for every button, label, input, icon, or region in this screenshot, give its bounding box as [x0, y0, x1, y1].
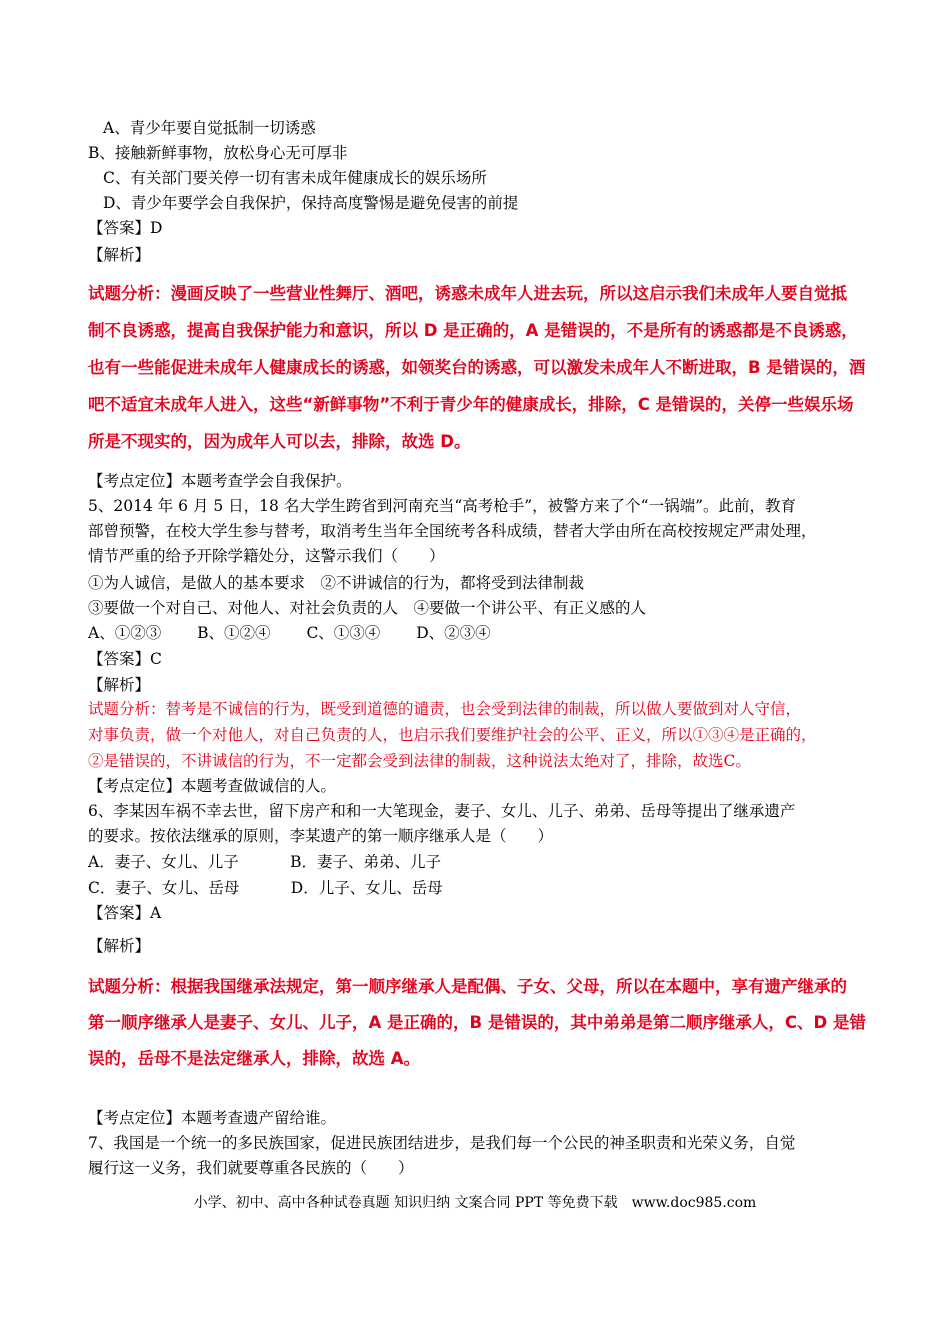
q5-item: ①为人诚信，是做人的基本要求 ②不讲诚信的行为，都将受到法律制裁 — [88, 574, 585, 592]
analysis-line: ②是错误的，不讲诚信的行为，不一定都会受到法律的制裁，这种说法太绝对了，排除，故选C。 — [88, 752, 751, 770]
q6-answer: 【答案】A — [88, 904, 162, 922]
analysis-line: 制不良诱惑，提高自我保护能力和意识，所以 D 是正确的，A 是错误的，不是所有的诱惑都是不良诱惑， — [88, 321, 858, 340]
q6-stem-line: 的要求。按依法继承的原则，李某遗产的第一顺序继承人是（ ） — [88, 827, 554, 845]
q4-analysis-title: 【解析】 — [88, 246, 151, 264]
q6-stem-line: 6、李某因车祸不幸去世，留下房产和和一大笔现金，妻子、女儿、儿子、弟弟、岳母等提出了继承遗产 — [88, 802, 796, 820]
analysis-line: 试题分析：根据我国继承法规定，第一顺序继承人是配偶、子女、父母，所以在本题中，享有遗产继承的 — [88, 977, 847, 996]
q4-kaodian: 【考点定位】本题考查学会自我保护。 — [88, 472, 352, 490]
q5-choices: A、①②③ B、①②④ C、①③④ D、②③④ — [88, 624, 491, 642]
analysis-line: 试题分析：漫画反映了一些营业性舞厅、酒吧，诱惑未成年人进去玩，所以这启示我们未成年人要自觉抵 — [88, 284, 847, 303]
q5-item: ③要做一个对自己、对他人、对社会负责的人 ④要做一个讲公平、有正义感的人 — [88, 599, 647, 617]
q5-stem-line: 5、2014 年 6 月 5 日，18 名大学生跨省到河南充当“高考枪手”，被警方来了个“一锅端”。此前，教育 — [88, 497, 797, 515]
analysis-line: 误的，岳母不是法定继承人，排除，故选 A。 — [88, 1049, 421, 1068]
q4-answer: 【答案】D — [88, 219, 163, 237]
q6-choice-row: A．妻子、女儿、儿子 B．妻子、弟弟、儿子 — [88, 853, 442, 871]
q4-analysis — [88, 275, 873, 460]
q5-analysis — [88, 696, 817, 774]
q5-kaodian: 【考点定位】本题考查做诚信的人。 — [88, 777, 337, 795]
q6-analysis-title: 【解析】 — [88, 937, 151, 955]
q4-option-a: A、青少年要自觉抵制一切诱惑 — [103, 119, 316, 137]
q5-answer: 【答案】C — [88, 650, 162, 668]
q7-stem-line: 7、我国是一个统一的多民族国家，促进民族团结进步，是我们每一个公民的神圣职责和光荣义务，自觉 — [88, 1134, 796, 1152]
analysis-line: 第一顺序继承人是妻子、女儿、儿子，A 是正确的，B 是错误的，其中弟弟是第二顺序继承人，C、D 是错 — [88, 1013, 866, 1032]
q6-choice-row: C．妻子、女儿、岳母 D．儿子、女儿、岳母 — [88, 879, 443, 897]
q5-analysis-title: 【解析】 — [88, 676, 151, 694]
q5-stem-line: 部曾预警，在校大学生参与替考，取消考生当年全国统考各科成绩，替者大学由所在高校按规定严肃处理， — [88, 522, 817, 540]
analysis-line: 试题分析：替考是不诚信的行为，既受到道德的谴责，也会受到法律的制裁，所以做人要做到对人守信， — [88, 700, 802, 718]
analysis-line: 所是不现实的，因为成年人可以去，排除，故选 D。 — [88, 432, 471, 451]
page-footer: 小学、初中、高中各种试卷真题 知识归纳 文案合同 PPT 等免费下载 www.doc985.com — [193, 1195, 757, 1211]
analysis-line: 吧不适宜未成年人进入，这些“新鲜事物”不利于青少年的健康成长，排除，C 是错误的，关停一些娱乐场 — [88, 395, 854, 414]
q4-option-d: D、青少年要学会自我保护，保持高度警惕是避免侵害的前提 — [103, 194, 519, 212]
analysis-line: 也有一些能促进未成年人健康成长的诱惑，如领奖台的诱惑，可以激发未成年人不断进取，B 是错误的，酒 — [88, 358, 866, 377]
q7-stem-line: 履行这一义务，我们就要尊重各民族的（ ） — [88, 1159, 414, 1177]
analysis-line: 对事负责，做一个对他人，对自己负责的人，也启示我们要维护社会的公平、正义，所以①③④是正确的， — [88, 726, 817, 744]
q6-kaodian: 【考点定位】本题考查遗产留给谁。 — [88, 1109, 337, 1127]
q4-option-b: B、接触新鲜事物，放松身心无可厚非 — [88, 144, 348, 162]
q5-stem-line: 情节严重的给予开除学籍处分，这警示我们（ ） — [88, 547, 445, 565]
q6-analysis — [88, 969, 873, 1077]
q4-option-c: C、有关部门要关停一切有害未成年健康成长的娱乐场所 — [103, 169, 487, 187]
